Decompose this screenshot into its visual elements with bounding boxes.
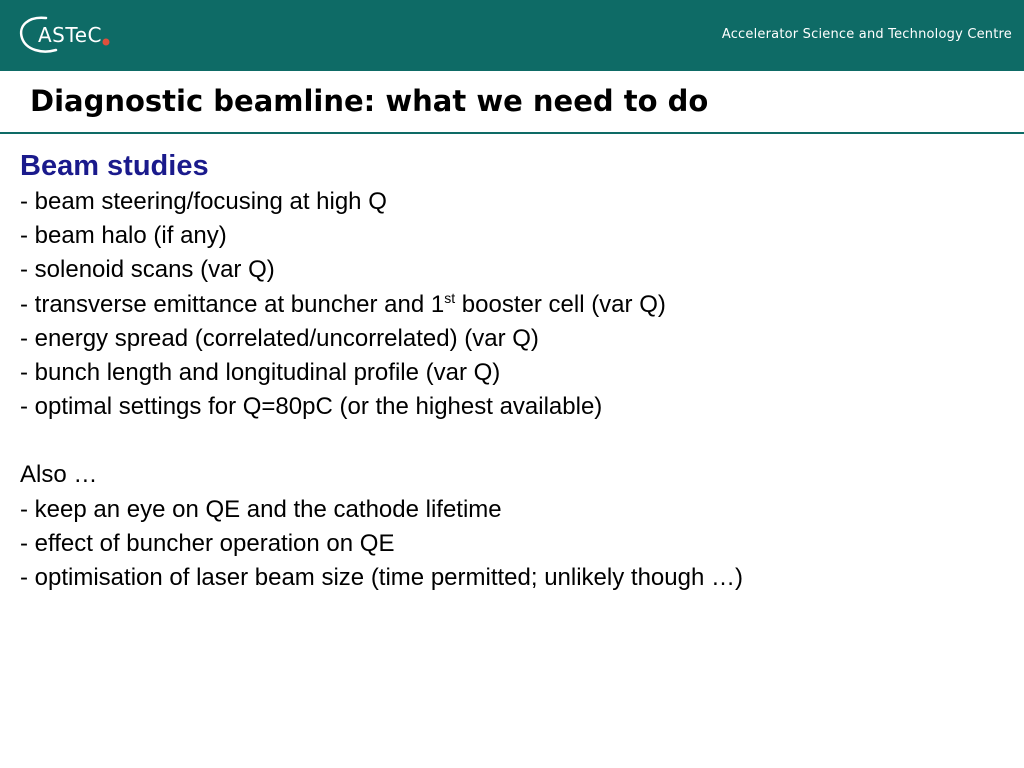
logo-text: ASTeC	[38, 23, 102, 47]
slide-content	[20, 147, 1010, 595]
beam-studies-item: - beam halo (if any)	[20, 222, 227, 250]
beam-studies-item: - solenoid scans (var Q)	[20, 256, 275, 284]
beam-studies-heading: Beam studies	[20, 150, 209, 182]
astec-logo	[16, 14, 116, 56]
blank-line	[20, 424, 1010, 458]
beam-studies-item: - optimal settings for Q=80pC (or the highest available)	[20, 393, 603, 421]
item-text: booster cell (var Q)	[455, 290, 666, 318]
beam-studies-item: - energy spread (correlated/uncorrelated) (var Q)	[20, 324, 539, 352]
also-item: - effect of buncher operation on QE	[20, 529, 395, 557]
header-bar	[0, 0, 1024, 71]
beam-studies-item: - beam steering/focusing at high Q	[20, 188, 387, 215]
organization-name: Accelerator Science and Technology Centre	[721, 27, 1012, 42]
item-text: - transverse emittance at buncher and 1	[20, 290, 445, 318]
slide-title: Diagnostic beamline: what we need to do	[30, 84, 709, 118]
beam-studies-item	[20, 288, 1010, 322]
also-item: - keep an eye on QE and the cathode lifetime	[20, 495, 502, 523]
also-item: - optimisation of laser beam size (time permitted; unlikely though …)	[20, 564, 743, 592]
also-heading: Also …	[20, 461, 98, 489]
title-divider	[0, 132, 1024, 134]
item-superscript: st	[444, 289, 456, 306]
beam-studies-item: - bunch length and longitudinal profile (var Q)	[20, 359, 501, 387]
